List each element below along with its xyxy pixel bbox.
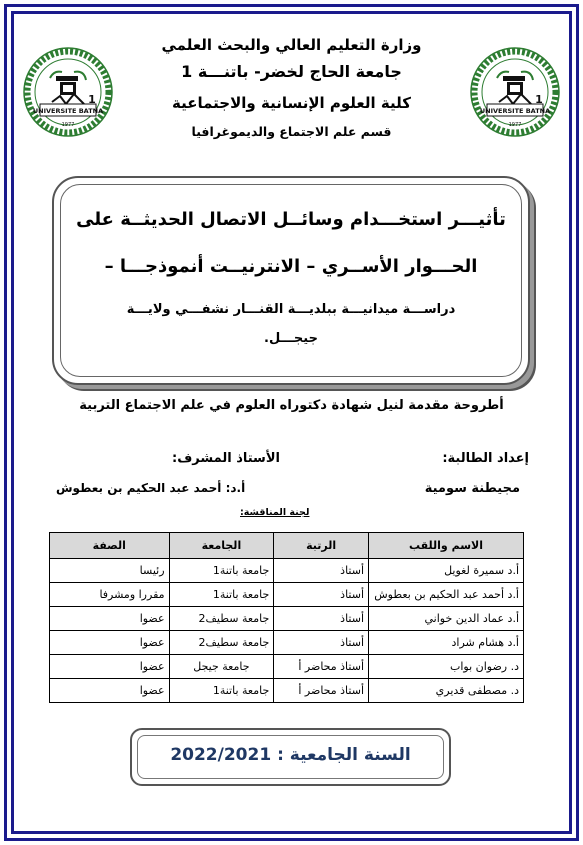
seal-year: 1977 xyxy=(508,122,522,128)
thesis-title-line-2: الحـــوار الأســري – الانترنيــت أنموذجـــا – xyxy=(104,256,478,277)
member-name: أ.د عماد الدين خواني xyxy=(369,607,524,631)
seal-number: 1 xyxy=(88,93,96,106)
member-role: مقررا ومشرفا xyxy=(50,583,170,607)
thesis-type: أطروحة مقدمة لنيل شهادة دكتوراه العلوم في علم الاجتماع التربية xyxy=(79,398,504,413)
member-rank: أستاذ محاضر أ xyxy=(274,655,369,679)
seal-text: UNIVERSITE BATNA xyxy=(32,107,104,115)
table-row xyxy=(50,631,524,655)
member-university: جامعة سطيف2 xyxy=(169,631,274,655)
table-row xyxy=(50,583,524,607)
member-role: عضوا xyxy=(50,631,170,655)
member-university: جامعة سطيف2 xyxy=(169,607,274,631)
member-university: جامعة باتنة1 xyxy=(169,583,274,607)
prepared-by-label: إعداد الطالبة: xyxy=(442,451,529,466)
committee-header-row xyxy=(50,533,524,559)
table-row xyxy=(50,607,524,631)
thesis-subtitle-line-2: جيجـــل. xyxy=(264,331,318,346)
member-role: عضوا xyxy=(50,679,170,703)
academic-year-box xyxy=(130,728,451,786)
member-name: د. مصطفى قديري xyxy=(369,679,524,703)
university-name: جامعة الحاج لخضر- باتنـــة 1 xyxy=(181,62,402,81)
committee-label: لجنة المناقشة: xyxy=(240,507,310,518)
seal-year: 1977 xyxy=(61,122,75,128)
table-row xyxy=(50,655,524,679)
member-rank: أستاذ xyxy=(274,559,369,583)
member-rank: أستاذ xyxy=(274,631,369,655)
table-row xyxy=(50,559,524,583)
committee-table xyxy=(49,532,524,703)
table-row xyxy=(50,679,524,703)
supervisor-label: الأستاذ المشرف: xyxy=(172,451,280,466)
member-role: عضوا xyxy=(50,607,170,631)
thesis-subtitle-line-1: دراســـة ميدانيـــة ببلديـــة القنـــار نشفـــي ولايـــة xyxy=(126,302,456,317)
member-name: أ.د سميرة لغويل xyxy=(369,559,524,583)
member-rank: أستاذ xyxy=(274,607,369,631)
header-role: الصفة xyxy=(50,533,170,559)
member-name: أ.د هشام شراد xyxy=(369,631,524,655)
member-university: جامعة باتنة1 xyxy=(169,559,274,583)
member-name: أ.د أحمد عبد الحكيم بن بعطوش xyxy=(369,583,524,607)
faculty-name: كلية العلوم الإنسانية والاجتماعية xyxy=(172,94,411,112)
header-name: الاسم واللقب xyxy=(369,533,524,559)
member-university: جامعة جيجل xyxy=(169,655,274,679)
member-rank: أستاذ محاضر أ xyxy=(274,679,369,703)
department-name: قسم علم الاجتماع والديموغرافيا xyxy=(191,124,392,139)
member-role: عضوا xyxy=(50,655,170,679)
member-university: جامعة باتنة1 xyxy=(169,679,274,703)
header-university: الجامعة xyxy=(169,533,274,559)
member-name: د. رضوان بواب xyxy=(369,655,524,679)
student-name: مجيطنة سومية xyxy=(424,481,520,496)
ministry-name: وزارة التعليم العالي والبحث العلمي xyxy=(161,36,422,54)
seal-text: UNIVERSITE BATNA xyxy=(479,107,551,115)
supervisor-name: أ.د: أحمد عبد الحكيم بن بعطوش xyxy=(56,481,246,495)
academic-year: السنة الجامعية : 2022/2021 xyxy=(170,745,411,765)
member-role: رئيسا xyxy=(50,559,170,583)
header-rank: الرتبة xyxy=(274,533,369,559)
member-rank: أستاذ xyxy=(274,583,369,607)
thesis-title-line-1: تأثيـــر استخـــدام وسائــل الاتصال الحديثــة على xyxy=(76,209,506,230)
thesis-title-box xyxy=(52,176,530,385)
seal-number: 1 xyxy=(535,93,543,106)
